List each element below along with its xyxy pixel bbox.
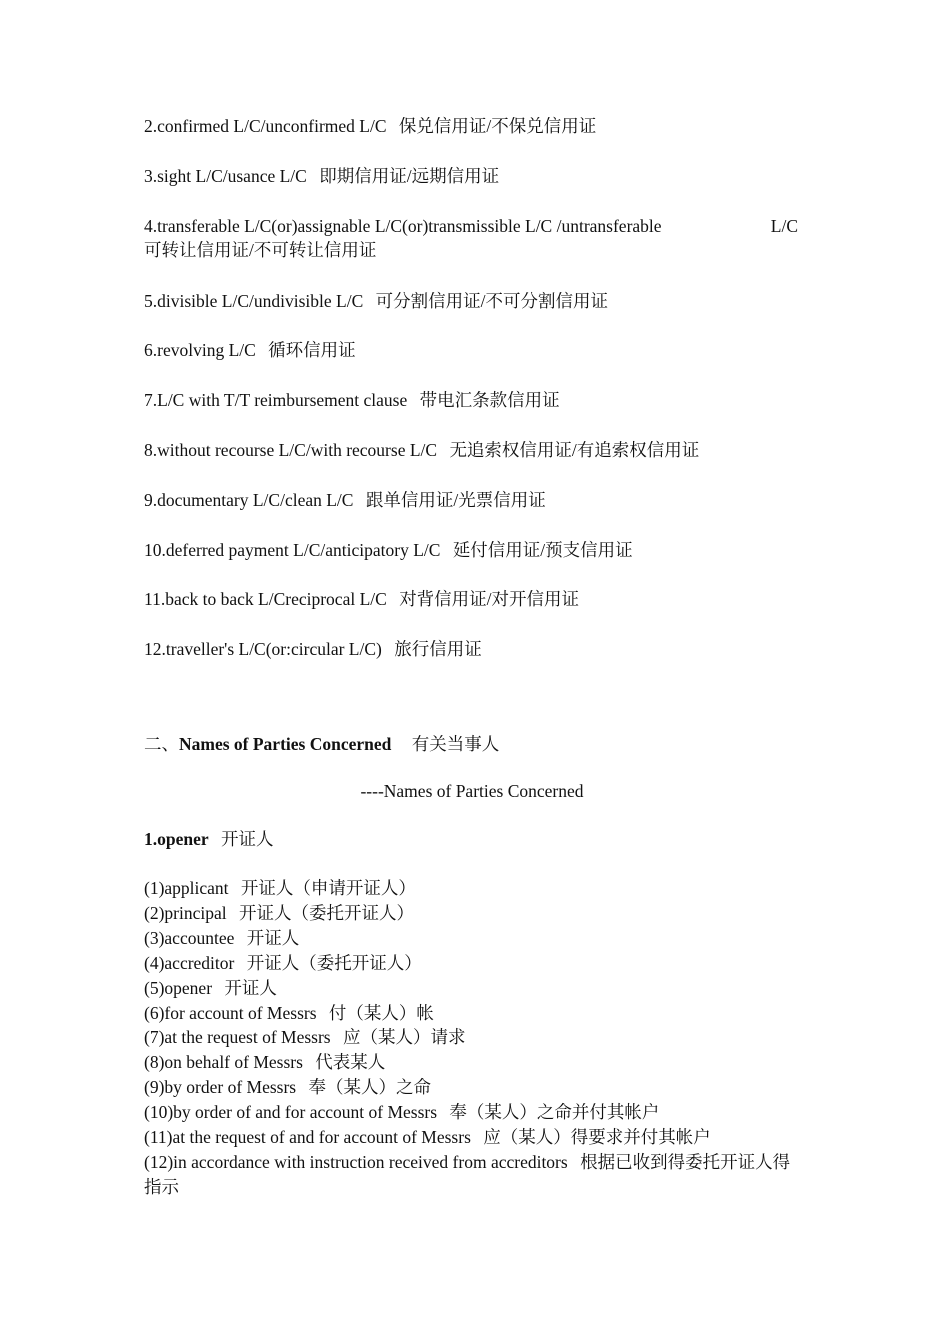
opener-item-en: (3)accountee [144,928,235,948]
opener-item-en: (4)accreditor [144,953,235,973]
lc-type-en: 11.back to back L/Creciprocal L/C [144,589,387,609]
opener-item [144,1100,659,1124]
lc-type-zh: 保兑信用证/不保兑信用证 [398,116,597,136]
lc-type-zh: 无追索权信用证/有追索权信用证 [449,440,700,460]
opener-item [144,1025,466,1049]
lc-type-zh: 跟单信用证/光票信用证 [365,490,546,510]
opener-item-en: (9)by order of Messrs [144,1077,297,1097]
section-heading [144,732,499,756]
opener-item [144,1150,800,1200]
opener-item-en: (7)at the request of Messrs [144,1027,331,1047]
lc-type-en: 2.confirmed L/C/unconfirmed L/C [144,116,387,136]
lc-type-zh: 即期信用证/远期信用证 [319,166,500,186]
opener-item-en: (2)principal [144,903,227,923]
section-title-zh: 有关当事人 [411,734,500,754]
opener-item [144,951,422,975]
opener-item-en: (10)by order of and for account of Messrs [144,1102,438,1122]
lc-type-en: 3.sight L/C/usance L/C [144,166,307,186]
opener-item-zh: 根据已收到得委托开证人得指示 [144,1152,791,1197]
opener-item-zh: 开证人（委托开证人） [246,953,422,973]
opener-heading-zh: 开证人 [221,829,274,849]
opener-item-zh: 奉（某人）之命 [308,1077,431,1097]
opener-item-en: (12)in accordance with instruction received from accreditors [144,1152,568,1172]
lc-type-item [144,388,560,412]
lc-type-en: 7.L/C with T/T reimbursement clause [144,390,408,410]
lc-type-en: 8.without recourse L/C/with recourse L/C [144,440,438,460]
opener-item [144,876,416,900]
opener-heading-en: 1.opener [144,829,209,849]
opener-item [144,926,299,950]
lc-type-en: 12.traveller's L/C(or:circular L/C) [144,639,382,659]
lc-type-en: 6.revolving L/C [144,340,256,360]
lc-type-zh: 循环信用证 [268,340,356,360]
lc-type-item [144,338,356,362]
lc-type-item [144,587,579,611]
lc-type-zh: 带电汇条款信用证 [419,390,560,410]
opener-item-zh: 奉（某人）之命并付其帐户 [449,1102,660,1122]
opener-item [144,1001,434,1025]
opener-item [144,901,414,925]
opener-item [144,1050,385,1074]
section-subtitle: ----Names of Parties Concerned [360,781,584,801]
lc-type-item [144,637,482,661]
section-title-en: Names of Parties Concerned [179,734,392,754]
lc-type-zh: 旅行信用证 [394,639,482,659]
lc-type-item [144,538,633,562]
lc-type-en-row [144,214,798,238]
opener-item-en: (11)at the request of and for account of Messrs [144,1127,471,1147]
opener-item-zh: 应（某人）得要求并付其帐户 [483,1127,711,1147]
lc-type-item [144,164,499,188]
lc-type-item [144,438,699,462]
opener-item-zh: 付（某人）帐 [328,1003,434,1023]
opener-item-en: (6)for account of Messrs [144,1003,317,1023]
lc-type-item [144,289,608,313]
lc-type-item [144,214,800,262]
lc-type-zh: 对背信用证/对开信用证 [399,589,580,609]
opener-item [144,1075,431,1099]
lc-type-en: 4.transferable L/C(or)assignable L/C(or)transmissible L/C /untransferable [144,216,662,236]
lc-type-zh: 可分割信用证/不可分割信用证 [375,291,608,311]
section-prefix: 二、 [144,734,179,754]
lc-type-item [144,114,596,138]
lc-type-zh: 可转让信用证/不可转让信用证 [144,240,377,260]
opener-item-zh: 开证人（委托开证人） [238,903,414,923]
opener-item-zh: 代表某人 [315,1052,386,1072]
lc-type-en-tail: L/C [770,216,798,236]
lc-type-en: 10.deferred payment L/C/anticipatory L/C [144,540,441,560]
lc-type-en: 5.divisible L/C/undivisible L/C [144,291,364,311]
opener-item-zh: 开证人 [224,978,277,998]
opener-item-en: (5)opener [144,978,213,998]
opener-item [144,976,277,1000]
opener-heading [144,827,274,851]
lc-type-item [144,488,546,512]
opener-item-zh: 开证人 [246,928,300,948]
opener-item-zh: 开证人（申请开证人） [240,878,416,898]
opener-item-en: (8)on behalf of Messrs [144,1052,303,1072]
opener-item-zh: 应（某人）请求 [343,1027,466,1047]
lc-type-en: 9.documentary L/C/clean L/C [144,490,354,510]
opener-item [144,1125,711,1149]
lc-type-zh: 延付信用证/预支信用证 [452,540,633,560]
opener-item-en: (1)applicant [144,878,229,898]
